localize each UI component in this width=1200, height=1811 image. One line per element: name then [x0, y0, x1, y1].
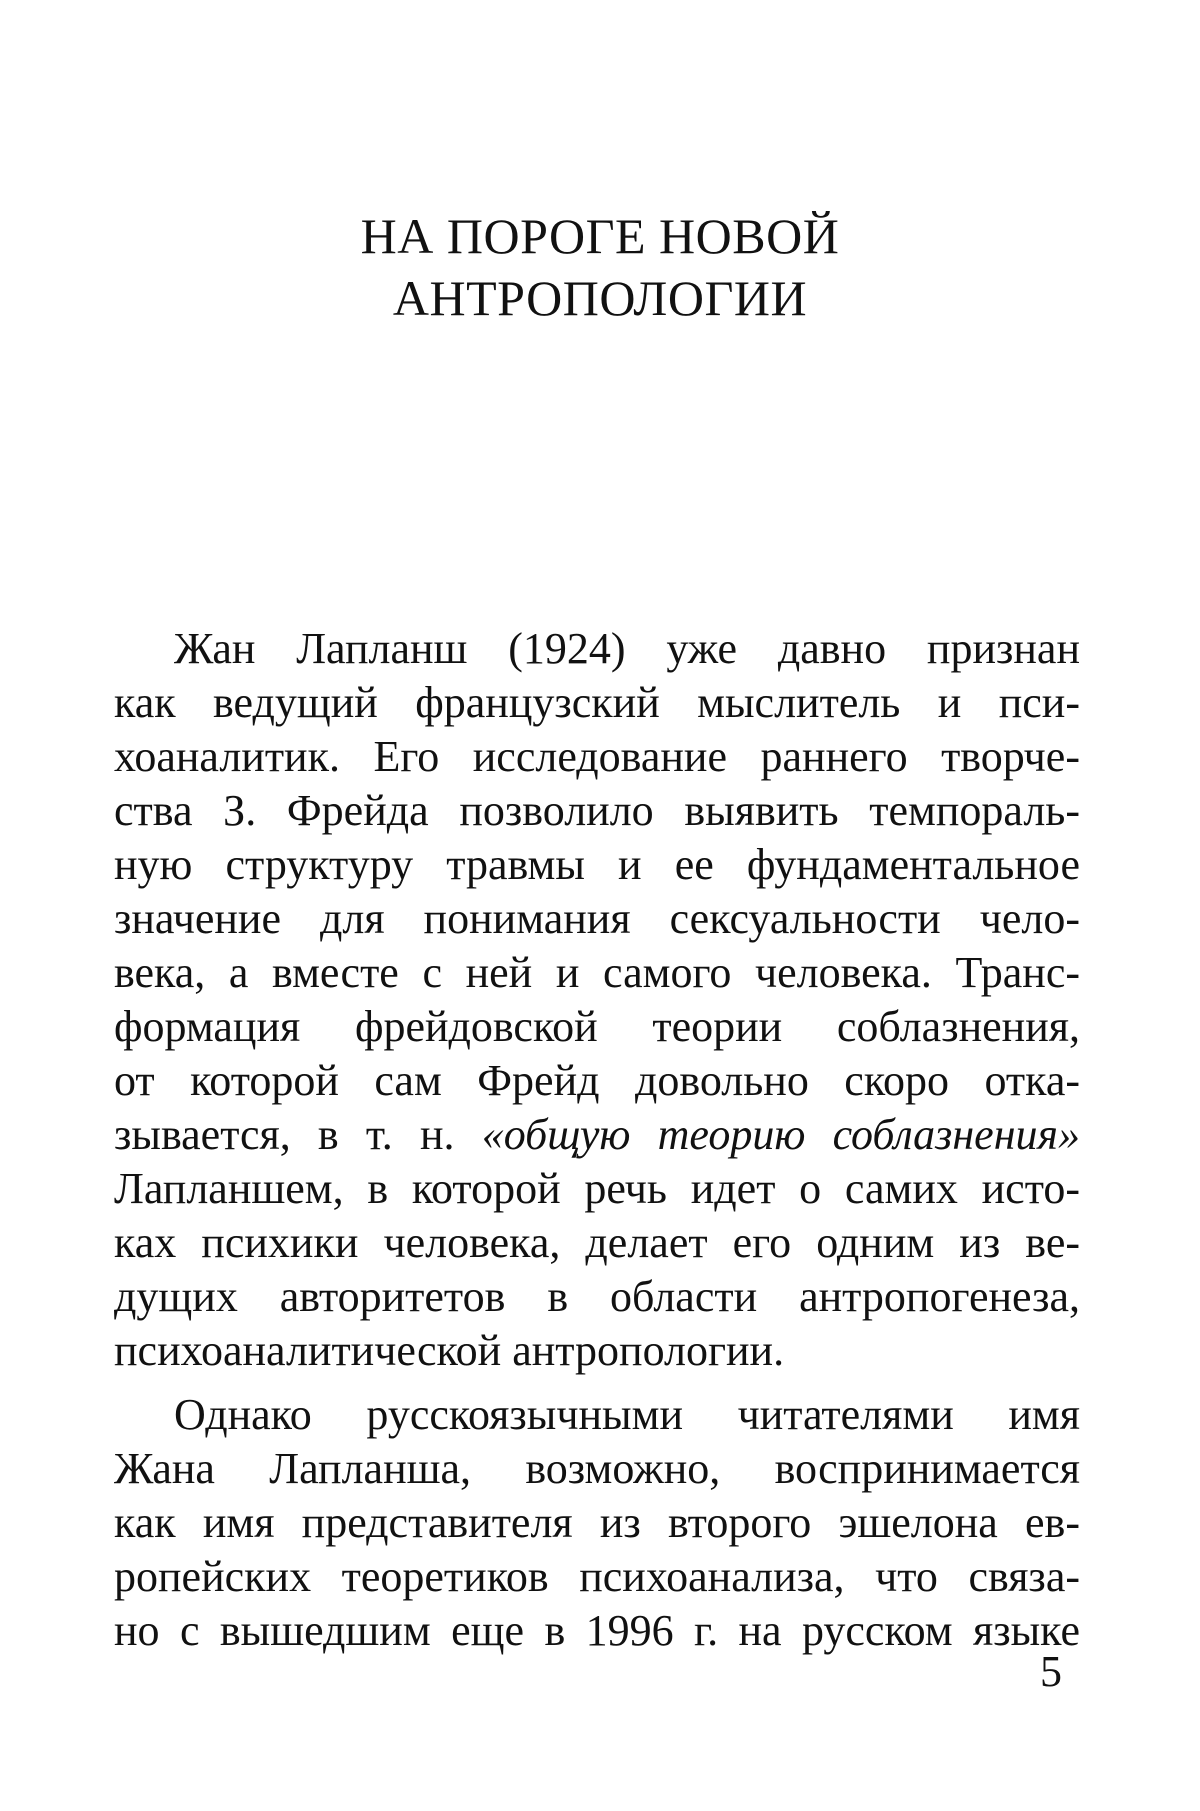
chapter-title	[0, 205, 1200, 329]
text-line: но с вышедшим еще в 1996 г. на русском языке	[114, 1606, 1080, 1655]
text-line: Жан Лапланш (1924) уже давно признан	[174, 624, 1080, 673]
italic-term: «общую теорию соблазнения»	[481, 1110, 1080, 1159]
paragraph-gap	[114, 1378, 1080, 1388]
chapter-title-line-1: НА ПОРОГЕ НОВОЙ	[360, 208, 840, 264]
paragraph-2	[114, 1388, 1080, 1658]
text-line-plain: зывается, в т. н.	[114, 1110, 482, 1159]
text-line: века, а вместе с ней и самого человека. Транс-	[114, 948, 1080, 997]
text-line: ства З. Фрейда позволило выявить темпораль-	[114, 786, 1080, 835]
text-line: значение для понимания сексуальности чело-	[114, 894, 1080, 943]
text-line: ную структуру травмы и ее фундаментальное	[114, 840, 1080, 889]
text-line: хоаналитик. Его исследование раннего творче-	[114, 732, 1080, 781]
text-line: как имя представителя из второго эшелона ев-	[114, 1498, 1080, 1547]
text-line: от которой сам Фрейд довольно скоро отка-	[114, 1056, 1080, 1105]
body-text	[114, 622, 1080, 1658]
text-line	[114, 1108, 1080, 1162]
text-line: Лапланшем, в которой речь идет о самих исто-	[114, 1164, 1080, 1213]
page-number: 5	[1040, 1647, 1062, 1696]
text-line: дущих авторитетов в области антропогенеза,	[114, 1272, 1080, 1321]
text-line: Жана Лапланша, возможно, воспринимается	[114, 1444, 1080, 1493]
chapter-title-line-2: АНТРОПОЛОГИИ	[392, 270, 808, 326]
text-line: формация фрейдовской теории соблазнения,	[114, 1002, 1080, 1051]
text-line: Однако русскоязычными читателями имя	[174, 1390, 1080, 1439]
text-line: как ведущий французский мыслитель и пси-	[114, 678, 1080, 727]
text-line: ропейских теоретиков психоанализа, что связа-	[114, 1552, 1080, 1601]
paragraph-1	[114, 622, 1080, 1378]
text-line: психоаналитической антропологии.	[114, 1326, 785, 1375]
text-line: ках психики человека, делает его одним из ве-	[114, 1218, 1080, 1267]
